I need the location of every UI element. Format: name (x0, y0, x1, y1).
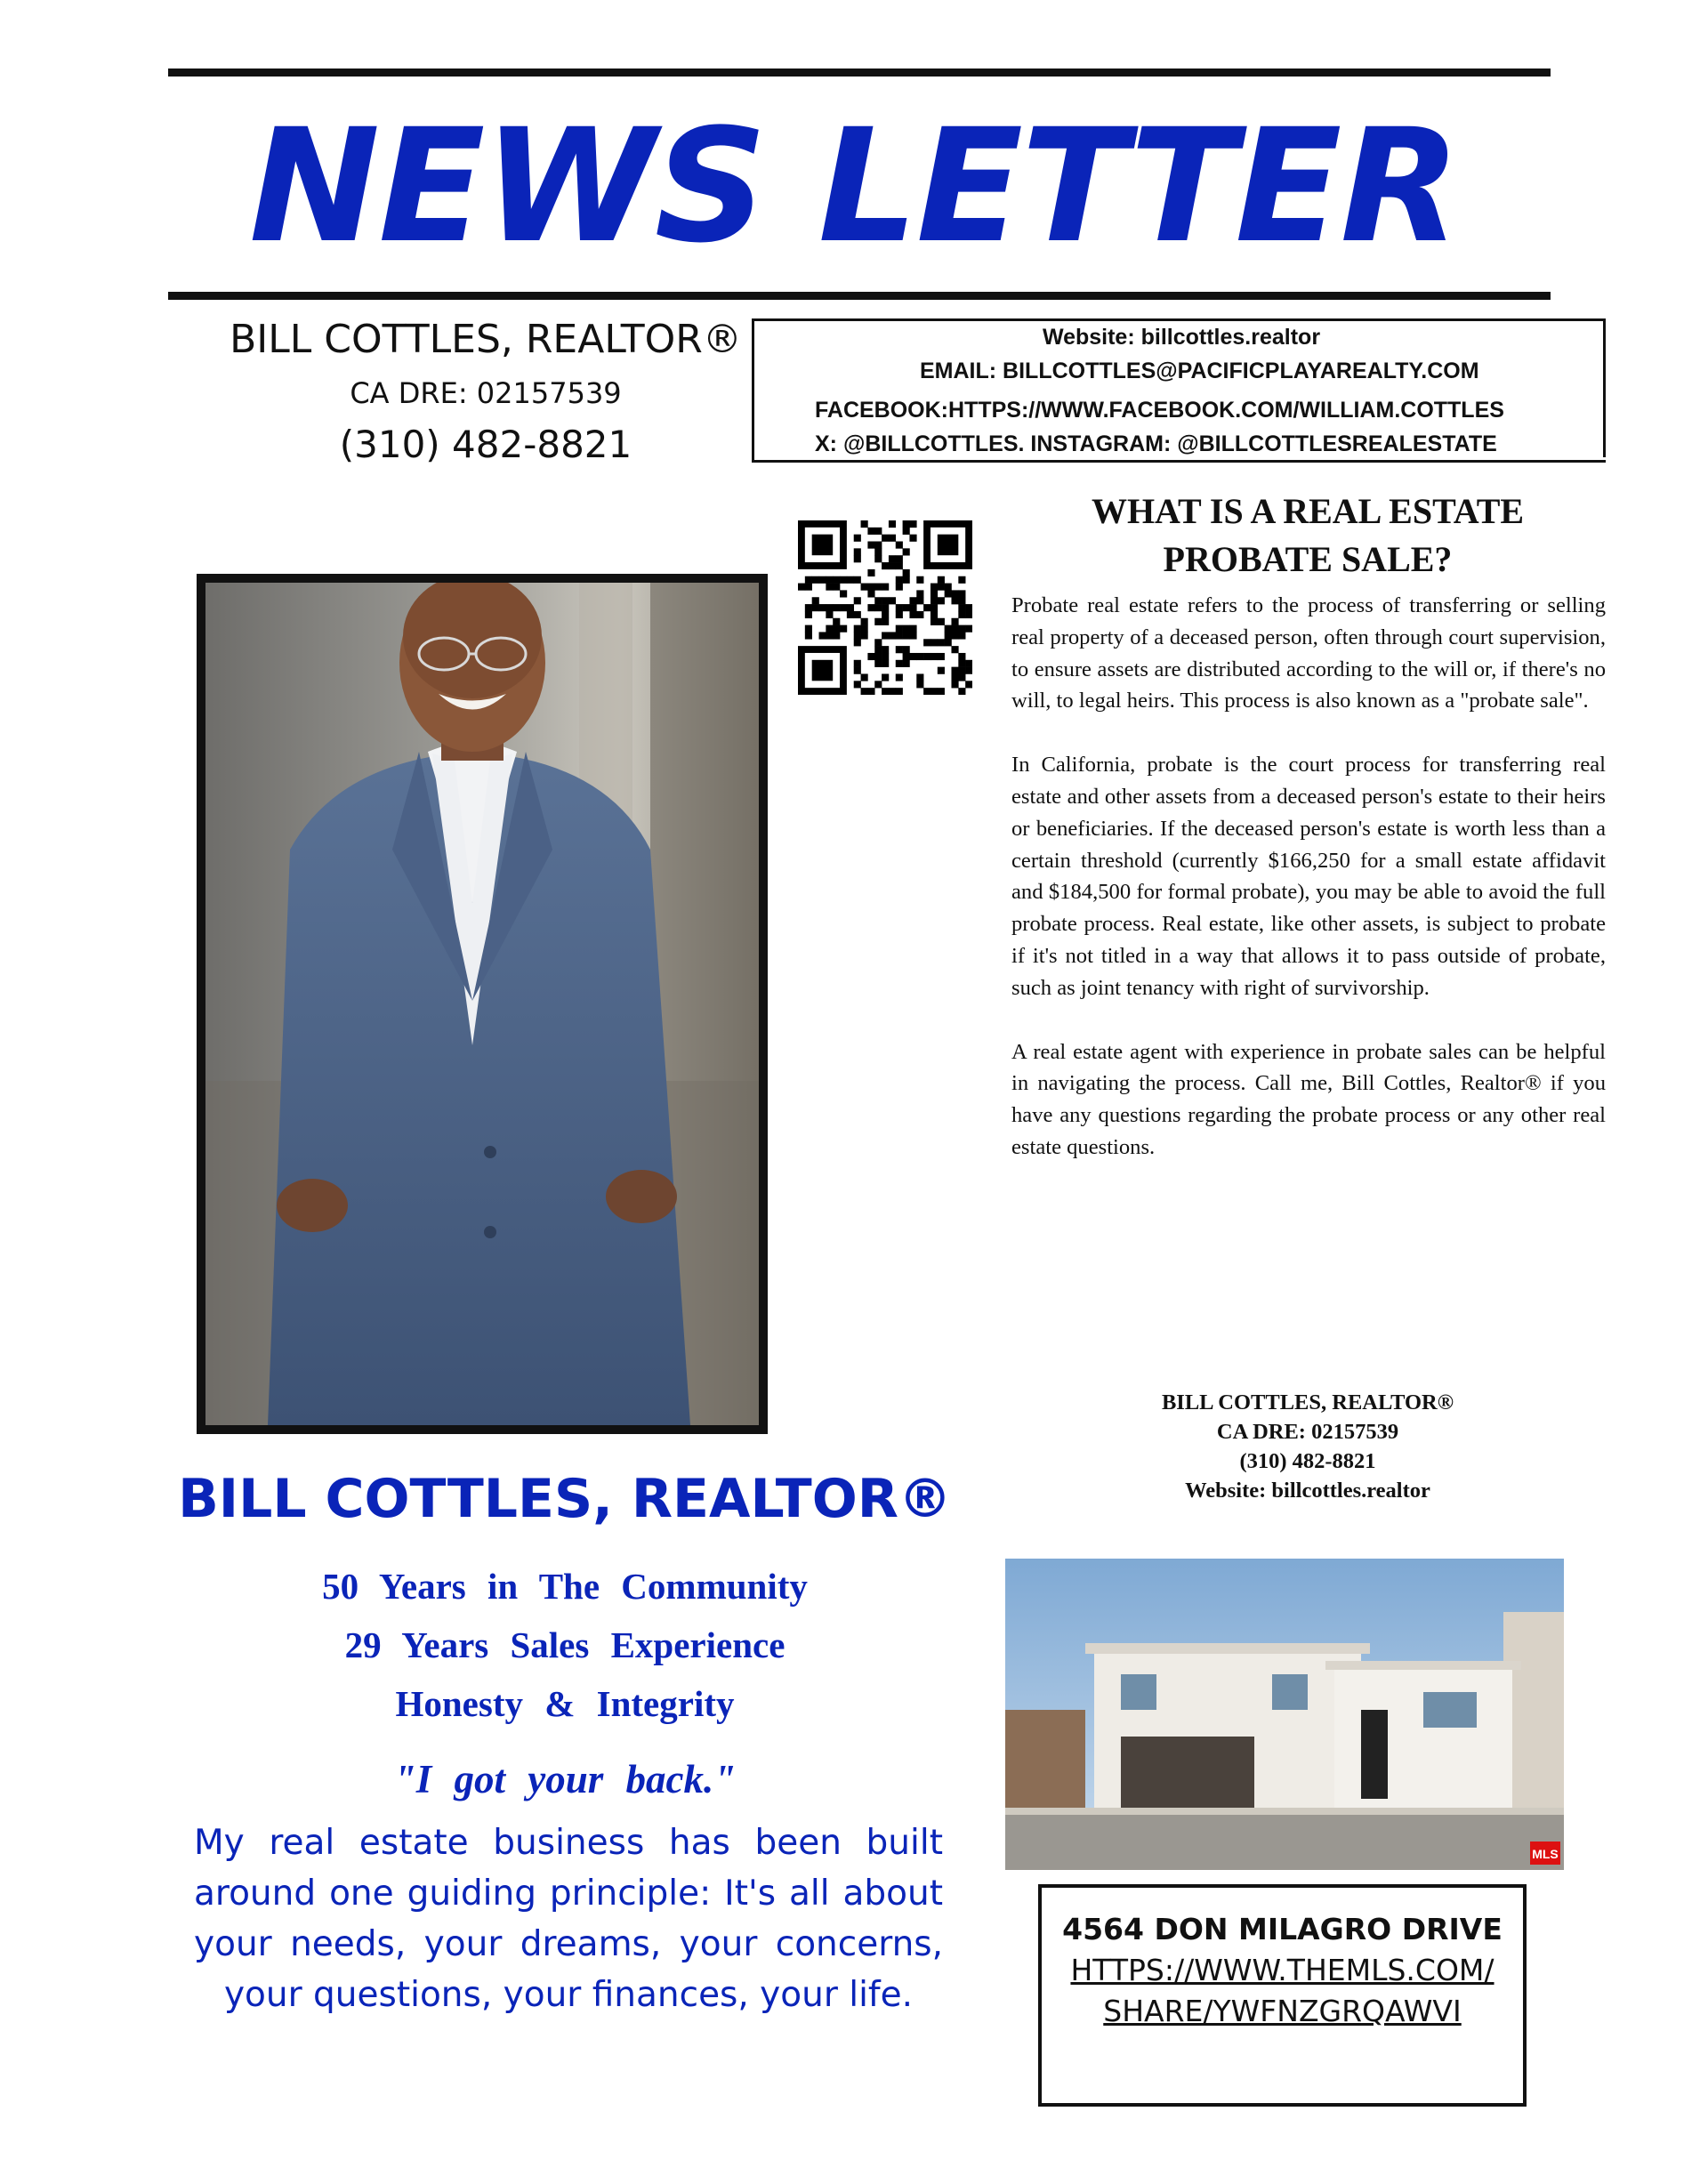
mls-badge-text: MLS (1532, 1847, 1559, 1861)
contact-email[interactable]: EMAIL: BILLCOTTLES@PACIFICPLAYAREALTY.COM (920, 359, 1479, 383)
article-paragraph-1: Probate real estate refers to the process of transferring or selling real property of a deceased person, often through court supervision, to ensure assets are distributed according to the will or, if there's no will, to legal heirs. This process is also known as a "probate sale". (1011, 593, 1606, 713)
profile-name: BILL COTTLES, REALTOR® (178, 1468, 952, 1530)
agent-dre: CA DRE: 02157539 (350, 376, 622, 410)
article-title-line1: WHAT IS A REAL ESTATE (1091, 491, 1525, 531)
article-paragraph-3: A real estate agent with experience in probate sales can be helpful in navigating the process. Call me, Bill Cottles, Realtor® if you have any questions regarding the probate process or any other real estate questions. (1011, 1039, 1606, 1159)
contact-facebook[interactable]: FACEBOOK:HTTPS://WWW.FACEBOOK.COM/WILLIAM.COTTLES (815, 398, 1504, 423)
house-illustration (1005, 1559, 1564, 1870)
contact-box (752, 318, 1606, 463)
article-title-line2: PROBATE SALE? (1163, 539, 1453, 579)
signature-phone: (310) 482-8821 (1239, 1449, 1376, 1473)
profile-blurb: My real estate business has been built around one guiding principle: It's all about your needs, your dreams, your concerns, your questions, your finances, your life. (194, 1823, 943, 2015)
signature-name: BILL COTTLES, REALTOR® (1161, 1390, 1454, 1414)
signature-dre: CA DRE: 02157539 (1216, 1420, 1399, 1444)
agent-header (201, 311, 770, 471)
agent-name: BILL COTTLES, REALTOR® (230, 317, 742, 362)
listing-url-line1[interactable]: HTTPS://WWW.THEMLS.COM/ (1070, 1953, 1494, 1987)
newsletter-title: NEWS LETTER (249, 95, 1459, 278)
article-title (996, 488, 1619, 584)
masthead-bottom-rule (168, 292, 1551, 300)
qr-code-graphic (798, 520, 972, 695)
portrait-illustration (205, 583, 759, 1425)
credential-experience: 29 Years Sales Experience (344, 1624, 786, 1665)
credential-community: 50 Years in The Community (322, 1566, 808, 1607)
listing-url-line2[interactable]: SHARE/YWFNZGRQAWVI (1103, 1994, 1462, 2028)
agent-portrait (205, 583, 759, 1425)
masthead-top-rule (168, 69, 1551, 77)
contact-social[interactable]: X: @BILLCOTTLES. INSTAGRAM: @BILLCOTTLESREALESTATE (815, 431, 1497, 456)
signature-website[interactable]: Website: billcottles.realtor (1185, 1479, 1430, 1503)
listing-address: 4564 DON MILAGRO DRIVE (1062, 1912, 1503, 1946)
article-paragraph-2: In California, probate is the court process for transferring real estate and other assets from a deceased person's estate to their heirs or beneficiaries. If the deceased person's estate is worth less than a certain threshold (currently $166,250 for a small estate affidavit and $184,500 for formal probate), you may be able to avoid the full probate process. Real estate, like other assets, is subject to probate if it's not titled in a way that allows it to pass outside of probate, such as joint tenancy with right of survivorship. (1011, 753, 1606, 1000)
contact-website[interactable]: Website: billcottles.realtor (1042, 325, 1321, 350)
profile-quote: "I got your back." (393, 1757, 737, 1801)
profile-credentials (133, 1557, 996, 1733)
article-body (1011, 590, 1606, 1196)
qr-code[interactable] (798, 520, 972, 695)
credential-integrity: Honesty & Integrity (395, 1683, 735, 1724)
listing-photo (1005, 1559, 1564, 1870)
contact-box-edge (1555, 460, 1606, 463)
agent-phone: (310) 482-8821 (339, 423, 632, 466)
listing-box (1038, 1884, 1527, 2107)
